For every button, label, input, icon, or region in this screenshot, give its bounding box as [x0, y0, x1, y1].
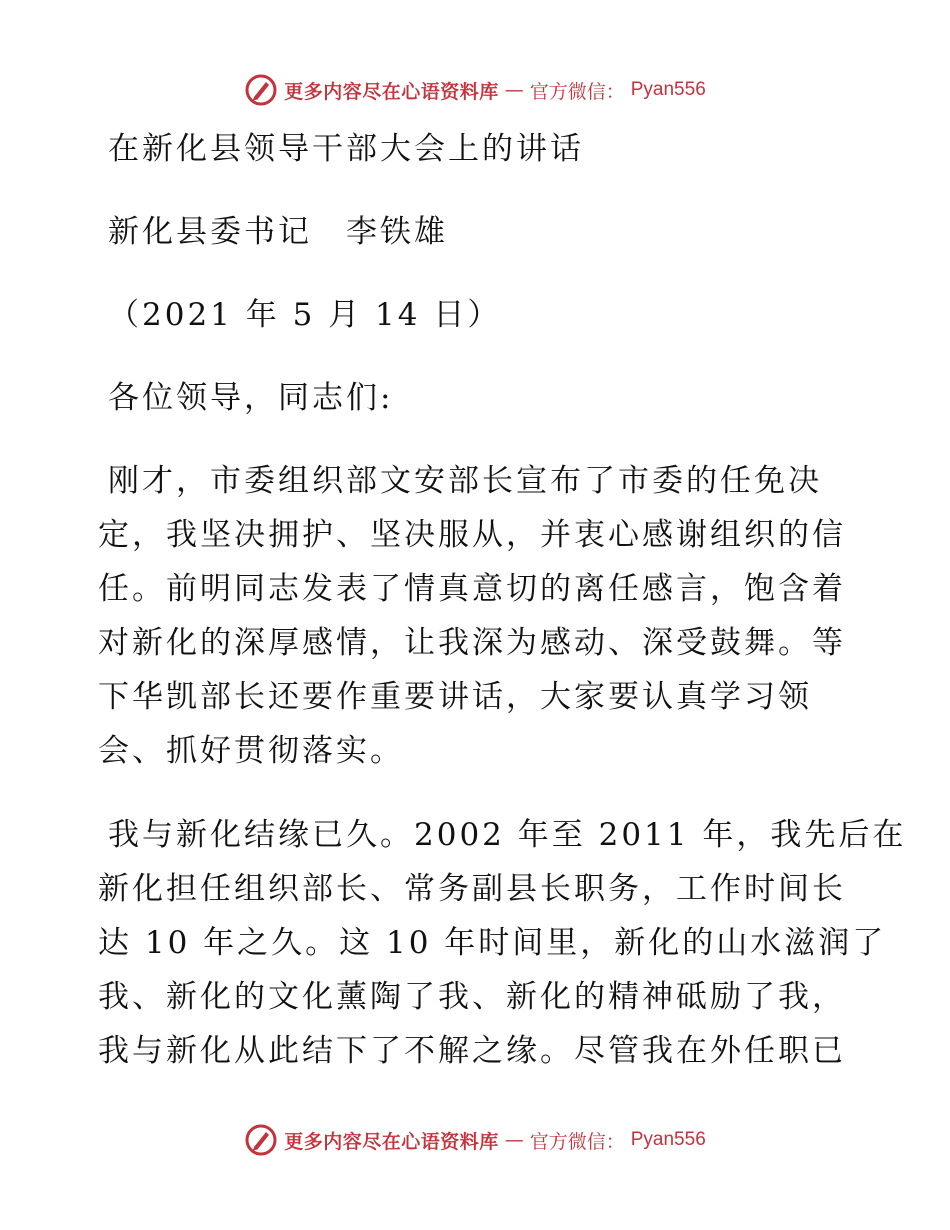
paragraph-line: 我与新化结缘已久。2002 年至 2011 年，我先后在	[108, 817, 907, 853]
paragraph-line: 会、抓好贯彻落实。	[98, 733, 404, 769]
watermark-wechat-id: Pyan556	[630, 1129, 706, 1150]
watermark-wechat-label: 官方微信：	[529, 80, 625, 103]
paragraph-line: 新化担任组织部长、常务副县长职务，工作时间长	[98, 871, 846, 907]
paragraph-line: 刚才，市委组织部文安部长宣布了市委的任免决	[108, 463, 822, 499]
watermark-text: 更多内容尽在心语资料库	[284, 80, 499, 103]
document-author: 新化县委书记 李铁雄	[108, 214, 448, 250]
watermark-text: 更多内容尽在心语资料库	[284, 1130, 499, 1153]
watermark-wechat-id: Pyan556	[630, 79, 706, 100]
watermark-dash: —	[504, 1129, 524, 1151]
document-body	[98, 122, 907, 1108]
quill-logo-icon	[244, 73, 278, 107]
footer-watermark	[0, 1120, 950, 1160]
document-date: （2021 年 5 月 14 日）	[108, 297, 502, 333]
paragraph-line: 我与新化从此结下了不解之缘。尽管我在外任职已	[98, 1033, 846, 1069]
document-greeting: 各位领导，同志们:	[108, 380, 394, 416]
watermark-dash: —	[504, 79, 524, 101]
paragraph-line: 定，我坚决拥护、坚决服从，并衷心感谢组织的信	[98, 517, 846, 553]
paragraph-line: 我、新化的文化薰陶了我、新化的精神砥励了我，	[98, 979, 846, 1015]
quill-logo-icon	[244, 1123, 278, 1157]
paragraph-line: 任。前明同志发表了情真意切的离任感言，饱含着	[98, 571, 846, 607]
paragraph-1	[98, 454, 850, 778]
watermark-wechat-label: 官方微信：	[529, 1130, 625, 1153]
document-title: 在新化县领导干部大会上的讲话	[108, 131, 584, 167]
paragraph-line: 下华凯部长还要作重要讲话，大家要认真学习领	[98, 679, 812, 715]
paragraph-line: 达 10 年之久。这 10 年时间里，新化的山水滋润了	[98, 925, 887, 961]
paragraph-2	[98, 808, 907, 1078]
paragraph-line: 对新化的深厚感情，让我深为感动、深受鼓舞。等	[98, 625, 846, 661]
header-watermark	[0, 70, 950, 110]
